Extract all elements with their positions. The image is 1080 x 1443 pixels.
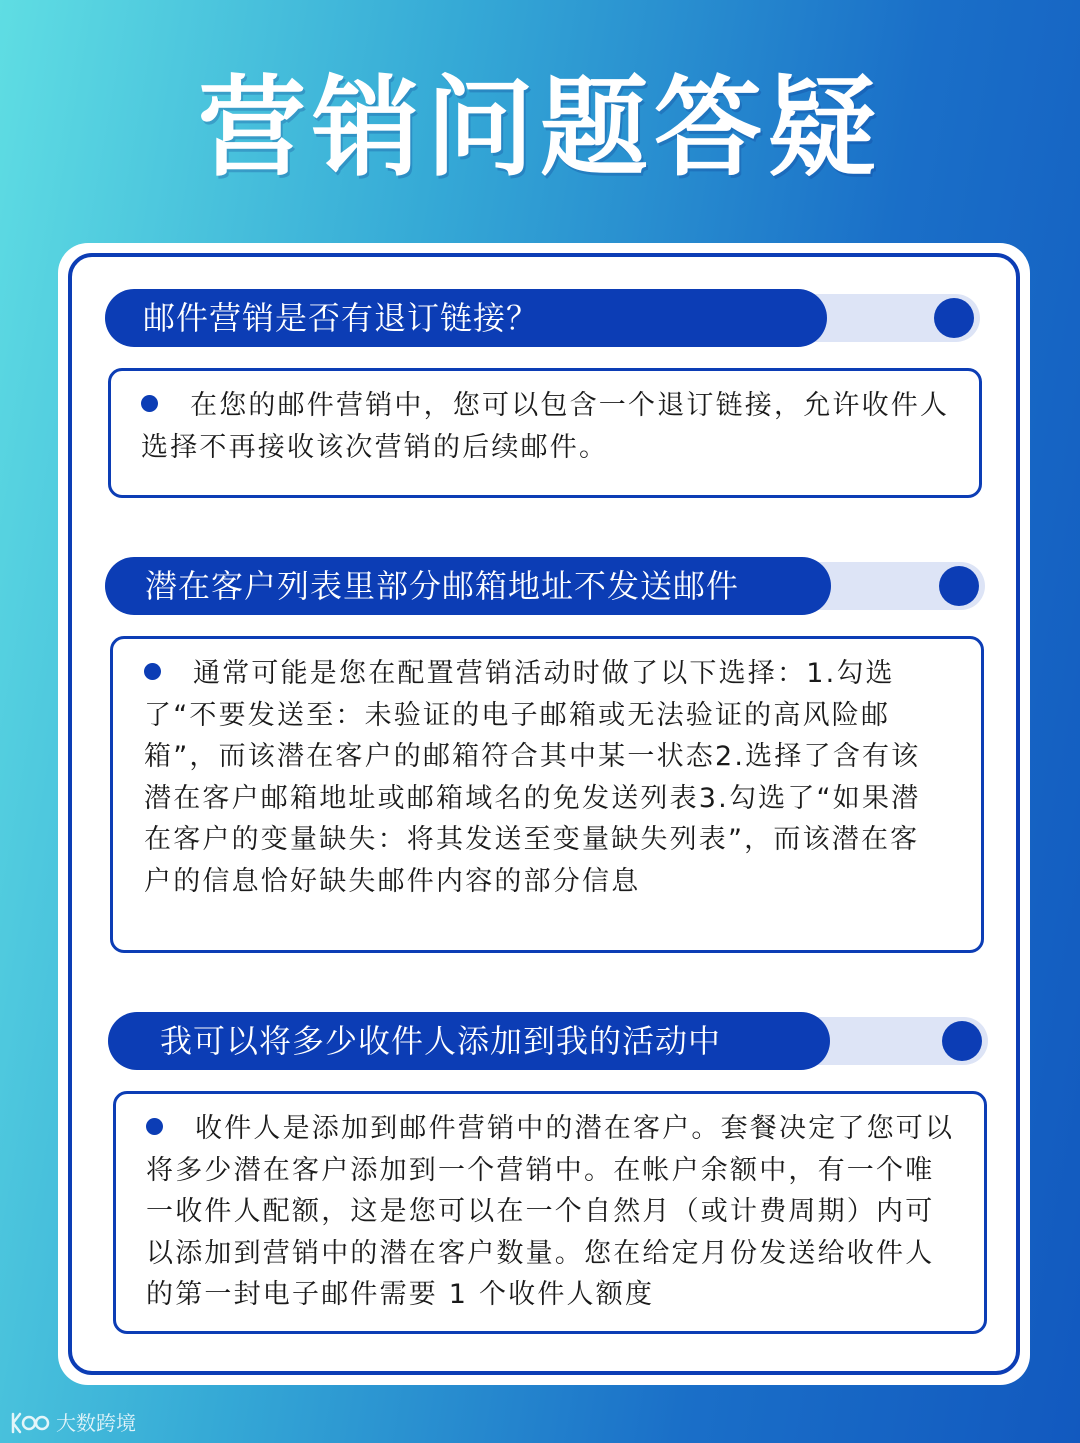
watermark-text: 大数跨境 bbox=[56, 1411, 136, 1435]
question-pill bbox=[105, 557, 831, 615]
page-title: 营销问题答疑 bbox=[197, 66, 882, 191]
answer-text: 收件人是添加到邮件营销中的潜在客户。套餐决定了您可以将多少潜在客户添加到一个营销中。在帐户余额中，有一个唯一收件人配额，这是您可以在一个自然月（或计费周期）内可以添加到营销中的潜在客户数量。您在给定月份发送给收件人的第一封电子邮件需要 1 个收件人额度 bbox=[146, 1113, 955, 1310]
question-text: 邮件营销是否有退订链接？ bbox=[143, 299, 540, 337]
question-text: 潜在客户列表里部分邮箱地址不发送邮件 bbox=[145, 567, 740, 605]
answer-paragraph bbox=[146, 1108, 956, 1316]
question-text: 我可以将多少收件人添加到我的活动中 bbox=[160, 1022, 722, 1060]
question-pill bbox=[108, 1012, 830, 1070]
bullet-dot-icon bbox=[141, 395, 158, 412]
bullet-circle-icon bbox=[939, 566, 979, 606]
answer-box-1 bbox=[108, 368, 982, 498]
answer-paragraph bbox=[144, 653, 939, 902]
question-bar-2 bbox=[105, 557, 985, 615]
question-pill bbox=[105, 289, 827, 347]
bullet-circle-icon bbox=[942, 1021, 982, 1061]
answer-box-3 bbox=[113, 1091, 987, 1334]
answer-paragraph bbox=[141, 385, 956, 468]
answer-text: 通常可能是您在配置营销活动时做了以下选择：1.勾选了“不要发送至：未验证的电子邮箱或无法验证的高风险邮箱”，而该潜在客户的邮箱符合其中某一状态2.选择了含有该潜在客户邮箱地址或邮箱域名的免发送列表3.勾选了“如果潜在客户的变量缺失：将其发送至变量缺失列表”，而该潜在客户的信息恰好缺失邮件内容的部分信息 bbox=[144, 658, 921, 897]
bullet-dot-icon bbox=[144, 663, 161, 680]
watermark bbox=[10, 1408, 136, 1438]
brand-logo-icon bbox=[10, 1410, 50, 1436]
answer-box-2 bbox=[110, 636, 984, 953]
bullet-dot-icon bbox=[146, 1118, 163, 1135]
question-bar-3 bbox=[108, 1012, 988, 1070]
qa-card bbox=[58, 243, 1030, 1385]
answer-text: 在您的邮件营销中，您可以包含一个退订链接，允许收件人选择不再接收该次营销的后续邮件。 bbox=[141, 390, 950, 463]
question-bar-1 bbox=[105, 289, 980, 347]
bullet-circle-icon bbox=[934, 298, 974, 338]
